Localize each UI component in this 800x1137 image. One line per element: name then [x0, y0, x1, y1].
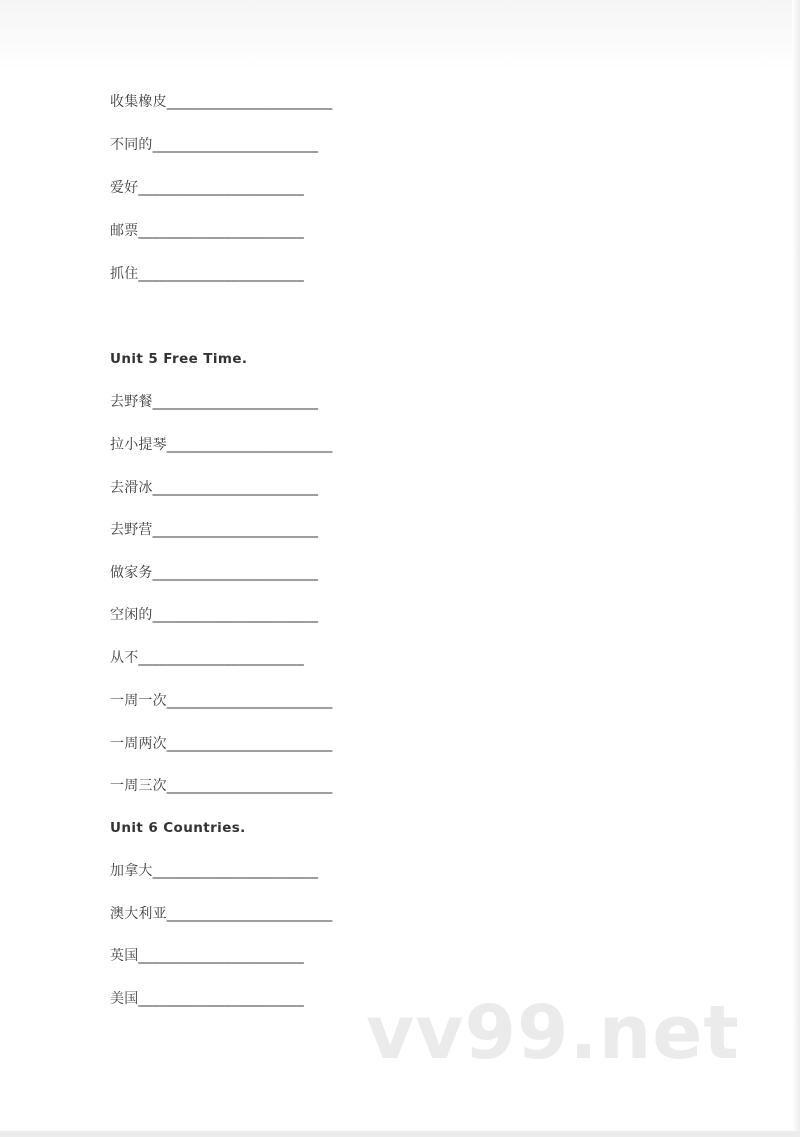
top-shadow	[0, 0, 800, 70]
vocab-line-go-skating: 去滑冰_______________________	[110, 480, 319, 496]
vocab-line-usa: 美国_______________________	[110, 991, 304, 1007]
vocab-line-go-camping: 去野营_______________________	[110, 522, 319, 538]
vocab-line-different: 不同的_______________________	[110, 137, 319, 153]
vocab-line-twice-a-week: 一周两次_______________________	[110, 736, 333, 752]
vocab-line-three-times-a-week: 一周三次_______________________	[110, 778, 333, 794]
watermark-text: vv99.net	[366, 990, 740, 1076]
vocab-line-stamp: 邮票_______________________	[110, 223, 304, 239]
vocab-line-play-violin: 拉小提琴_______________________	[110, 437, 333, 453]
vocab-line-collect-erasers: 收集橡皮_______________________	[110, 94, 333, 110]
vocab-line-never: 从不_______________________	[110, 650, 304, 666]
vocab-line-hobby: 爱好_______________________	[110, 180, 304, 196]
vocab-line-uk: 英国_______________________	[110, 948, 304, 964]
page-edge-shadow	[792, 0, 800, 1137]
page-bottom-edge	[0, 1131, 800, 1137]
vocab-line-go-picnic: 去野餐_______________________	[110, 394, 319, 410]
vocab-line-once-a-week: 一周一次_______________________	[110, 693, 333, 709]
vocab-line-free: 空闲的_______________________	[110, 607, 319, 623]
vocab-line-canada: 加拿大_______________________	[110, 863, 319, 879]
vocab-line-catch: 抓住_______________________	[110, 266, 304, 282]
unit-5-heading: Unit 5 Free Time.	[110, 351, 248, 367]
vocab-line-do-housework: 做家务_______________________	[110, 565, 319, 581]
unit-6-heading: Unit 6 Countries.	[110, 820, 246, 836]
vocab-line-australia: 澳大利亚_______________________	[110, 906, 333, 922]
